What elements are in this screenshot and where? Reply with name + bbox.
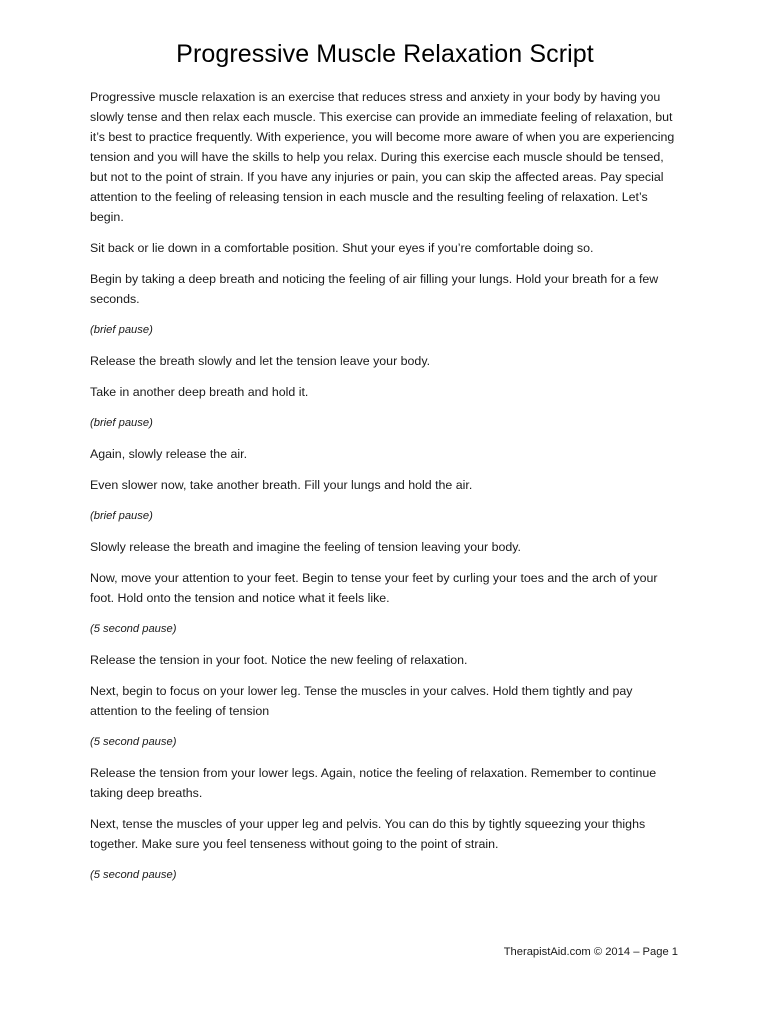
paragraph: Take in another deep breath and hold it. — [90, 385, 309, 399]
paragraph: Next, begin to focus on your lower leg. Tense the muscles in your calves. Hold them tightly and pay attention to the feeling of tension — [90, 684, 633, 718]
paragraph: Begin by taking a deep breath and noticing the feeling of air filling your lungs. Hold your breath for a few seconds. — [90, 272, 659, 306]
pause-note: (brief pause) — [90, 417, 153, 429]
page-footer: TherapistAid.com © 2014 – Page 1 — [503, 946, 678, 958]
paragraph: Again, slowly release the air. — [90, 447, 248, 461]
paragraph: Release the tension in your foot. Notice the new feeling of relaxation. — [90, 653, 468, 667]
paragraph: Even slower now, take another breath. Fill your lungs and hold the air. — [90, 478, 473, 492]
paragraph: Release the breath slowly and let the tension leave your body. — [90, 354, 431, 368]
document-page — [90, 40, 680, 980]
page-title: Progressive Muscle Relaxation Script — [176, 40, 594, 68]
pause-note: (brief pause) — [90, 510, 153, 522]
paragraph: Now, move your attention to your feet. Begin to tense your feet by curling your toes and the arch of your foot. Hold onto the tension and notice what it feels like. — [90, 571, 658, 605]
paragraph: Progressive muscle relaxation is an exercise that reduces stress and anxiety in your body by having you slowly tense and then relax each muscle. This exercise can provide an immediate feeling of relaxation, but it’s best to practice frequently. With experience, you will become more aware of when you are experiencing tension and you will have the skills to help you relax. During this exercise each muscle should be tensed, but not to the point of strain. If you have any injuries or pain, you can skip the affected areas. Pay special attention to the feeling of releasing tension in each muscle and the resulting feeling of relaxation. Let’s begin. — [90, 90, 675, 224]
pause-note: (5 second pause) — [90, 736, 177, 748]
paragraph: Sit back or lie down in a comfortable position. Shut your eyes if you’re comfortable doing so. — [90, 241, 594, 255]
paragraph: Next, tense the muscles of your upper leg and pelvis. You can do this by tightly squeezing your thighs together. Make sure you feel tenseness without going to the point of strain. — [90, 817, 646, 851]
pause-note: (brief pause) — [90, 324, 153, 336]
paragraph: Slowly release the breath and imagine the feeling of tension leaving your body. — [90, 540, 521, 554]
pause-note: (5 second pause) — [90, 869, 177, 881]
pause-note: (5 second pause) — [90, 623, 177, 635]
paragraph: Release the tension from your lower legs. Again, notice the feeling of relaxation. Remember to continue taking deep breaths. — [90, 766, 657, 800]
document-body — [90, 87, 680, 885]
